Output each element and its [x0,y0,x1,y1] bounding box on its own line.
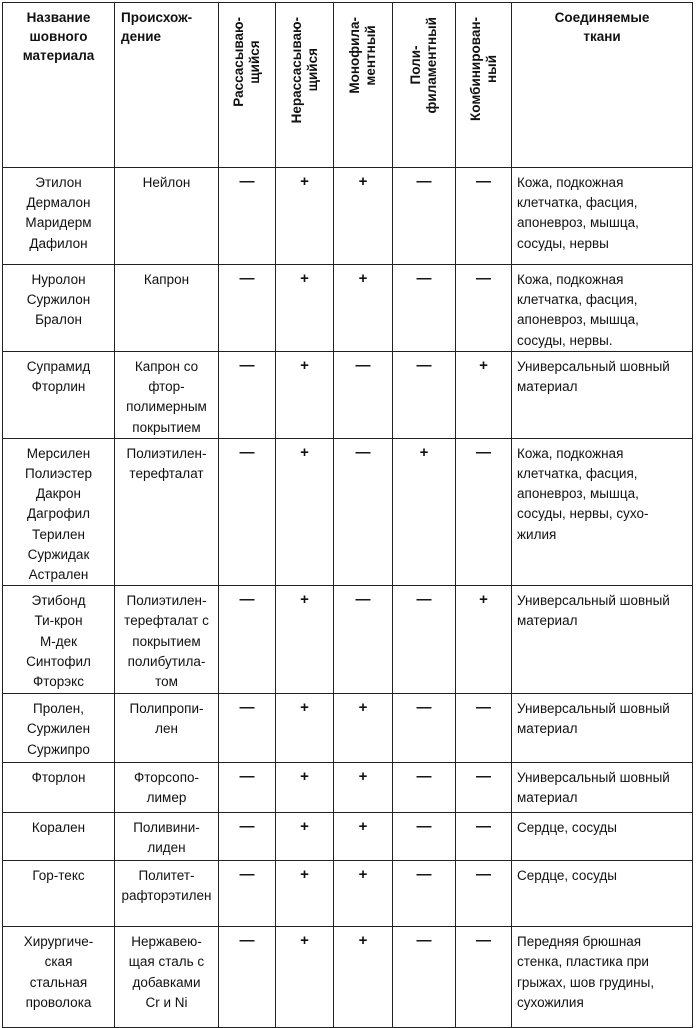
table-row [3,352,693,439]
cell-origin: Нейлон [115,168,219,265]
cell-name: Фторлон [3,763,115,813]
cell-combined: — [456,813,512,861]
cell-mono: — [334,438,393,585]
header-poly: Поли- филаментный [408,17,439,114]
cell-absorbable: — [219,586,276,694]
cell-mono: + [334,813,393,861]
header-absorbable: Рассасываю- щийся [231,17,262,107]
table-row [3,927,693,1028]
cell-mono: + [334,694,393,763]
cell-absorbable: — [219,265,276,352]
cell-origin: Нержавею- щая сталь с добавками Cr и Ni [115,927,219,1028]
cell-poly: — [393,352,456,439]
cell-nonabsorbable: + [276,438,334,585]
cell-tissues: Кожа, подкожная клетчатка, фасция, апоневроз, мышца, сосуды, нервы, сухо- жилия [512,438,693,585]
table-row [3,813,693,861]
cell-tissues: Универсальный шовный материал [512,586,693,694]
header-mono: Монофила- ментный [347,17,378,94]
cell-nonabsorbable: + [276,265,334,352]
cell-mono: — [334,586,393,694]
cell-tissues: Универсальный шовный материал [512,763,693,813]
table-body [3,168,693,1028]
cell-origin: Фторсопо- лимер [115,763,219,813]
cell-tissues: Сердце, сосуды [512,813,693,861]
cell-absorbable: — [219,352,276,439]
header-name: Название шовного материала [3,3,115,168]
cell-nonabsorbable: + [276,927,334,1028]
cell-poly: — [393,763,456,813]
cell-name: Хирургиче- ская стальная проволока [3,927,115,1028]
suture-materials-table [2,2,693,1028]
table-row [3,586,693,694]
cell-poly: — [393,861,456,927]
header-combined: Комбинирован- ный [467,17,499,121]
cell-mono: + [334,168,393,265]
cell-combined: + [456,586,512,694]
cell-origin: Полипропи- лен [115,694,219,763]
cell-nonabsorbable: + [276,861,334,927]
cell-poly: — [393,168,456,265]
cell-combined: — [456,861,512,927]
cell-tissues: Универсальный шовный материал [512,352,693,439]
cell-nonabsorbable: + [276,168,334,265]
cell-tissues: Универсальный шовный материал [512,694,693,763]
cell-poly: — [393,265,456,352]
cell-name: Супрамид Фторлин [3,352,115,439]
table-row [3,763,693,813]
header-origin: Происхож- дение [115,3,219,168]
cell-absorbable: — [219,813,276,861]
cell-tissues: Передняя брюшная стенка, пластика при грыжах, шов грудины, сухожилия [512,927,693,1028]
cell-mono: + [334,763,393,813]
table-row [3,861,693,927]
cell-mono: + [334,265,393,352]
header-absorbable-cell [219,3,276,168]
cell-combined: — [456,265,512,352]
table-row [3,694,693,763]
cell-absorbable: — [219,763,276,813]
cell-absorbable: — [219,927,276,1028]
cell-origin: Полиэтилен- терефталат с покрытием полибутила- том [115,586,219,694]
cell-nonabsorbable: + [276,586,334,694]
cell-absorbable: — [219,694,276,763]
cell-nonabsorbable: + [276,763,334,813]
cell-mono: + [334,861,393,927]
cell-mono: + [334,927,393,1028]
cell-name: Мерсилен Полиэстер Дакрон Дагрофил Терилен Суржидак Астрален [3,438,115,585]
header-mono-cell [334,3,393,168]
cell-absorbable: — [219,168,276,265]
cell-mono: — [334,352,393,439]
header-poly-cell [393,3,456,168]
cell-origin: Полиэтилен- терефталат [115,438,219,585]
cell-combined: — [456,927,512,1028]
cell-name: Этилон Дермалон Маридерм Дафилон [3,168,115,265]
cell-absorbable: — [219,861,276,927]
cell-poly: — [393,694,456,763]
cell-tissues: Сердце, сосуды [512,861,693,927]
cell-combined: + [456,352,512,439]
cell-origin: Поливини- лиден [115,813,219,861]
cell-origin: Капрон со фтор- полимерным покрытием [115,352,219,439]
cell-nonabsorbable: + [276,813,334,861]
cell-poly: + [393,438,456,585]
cell-origin: Политет- рафторэтилен [115,861,219,927]
cell-combined: — [456,168,512,265]
cell-poly: — [393,927,456,1028]
cell-tissues: Кожа, подкожная клетчатка, фасция, апоневроз, мышца, сосуды, нервы. [512,265,693,352]
header-nonabsorbable: Нерассасываю- щийся [288,17,320,124]
table-row [3,168,693,265]
cell-combined: — [456,438,512,585]
cell-poly: — [393,813,456,861]
header-tissues: Соединяемые ткани [512,3,693,168]
header-combined-cell [456,3,512,168]
cell-tissues: Кожа, подкожная клетчатка, фасция, апоневроз, мышца, сосуды, нервы [512,168,693,265]
header-nonabsorbable-cell [276,3,334,168]
cell-name: Гор-текс [3,861,115,927]
header-row [3,3,693,168]
cell-combined: — [456,763,512,813]
cell-combined: — [456,694,512,763]
cell-name: Этибонд Ти-крон М-дек Синтофил Фторэкс [3,586,115,694]
cell-name: Нуролон Суржилон Бралон [3,265,115,352]
cell-name: Корален [3,813,115,861]
cell-poly: — [393,586,456,694]
table-row [3,438,693,585]
table-row [3,265,693,352]
cell-absorbable: — [219,438,276,585]
cell-nonabsorbable: + [276,352,334,439]
cell-nonabsorbable: + [276,694,334,763]
cell-origin: Капрон [115,265,219,352]
cell-name: Пролен, Суржилен Суржипро [3,694,115,763]
